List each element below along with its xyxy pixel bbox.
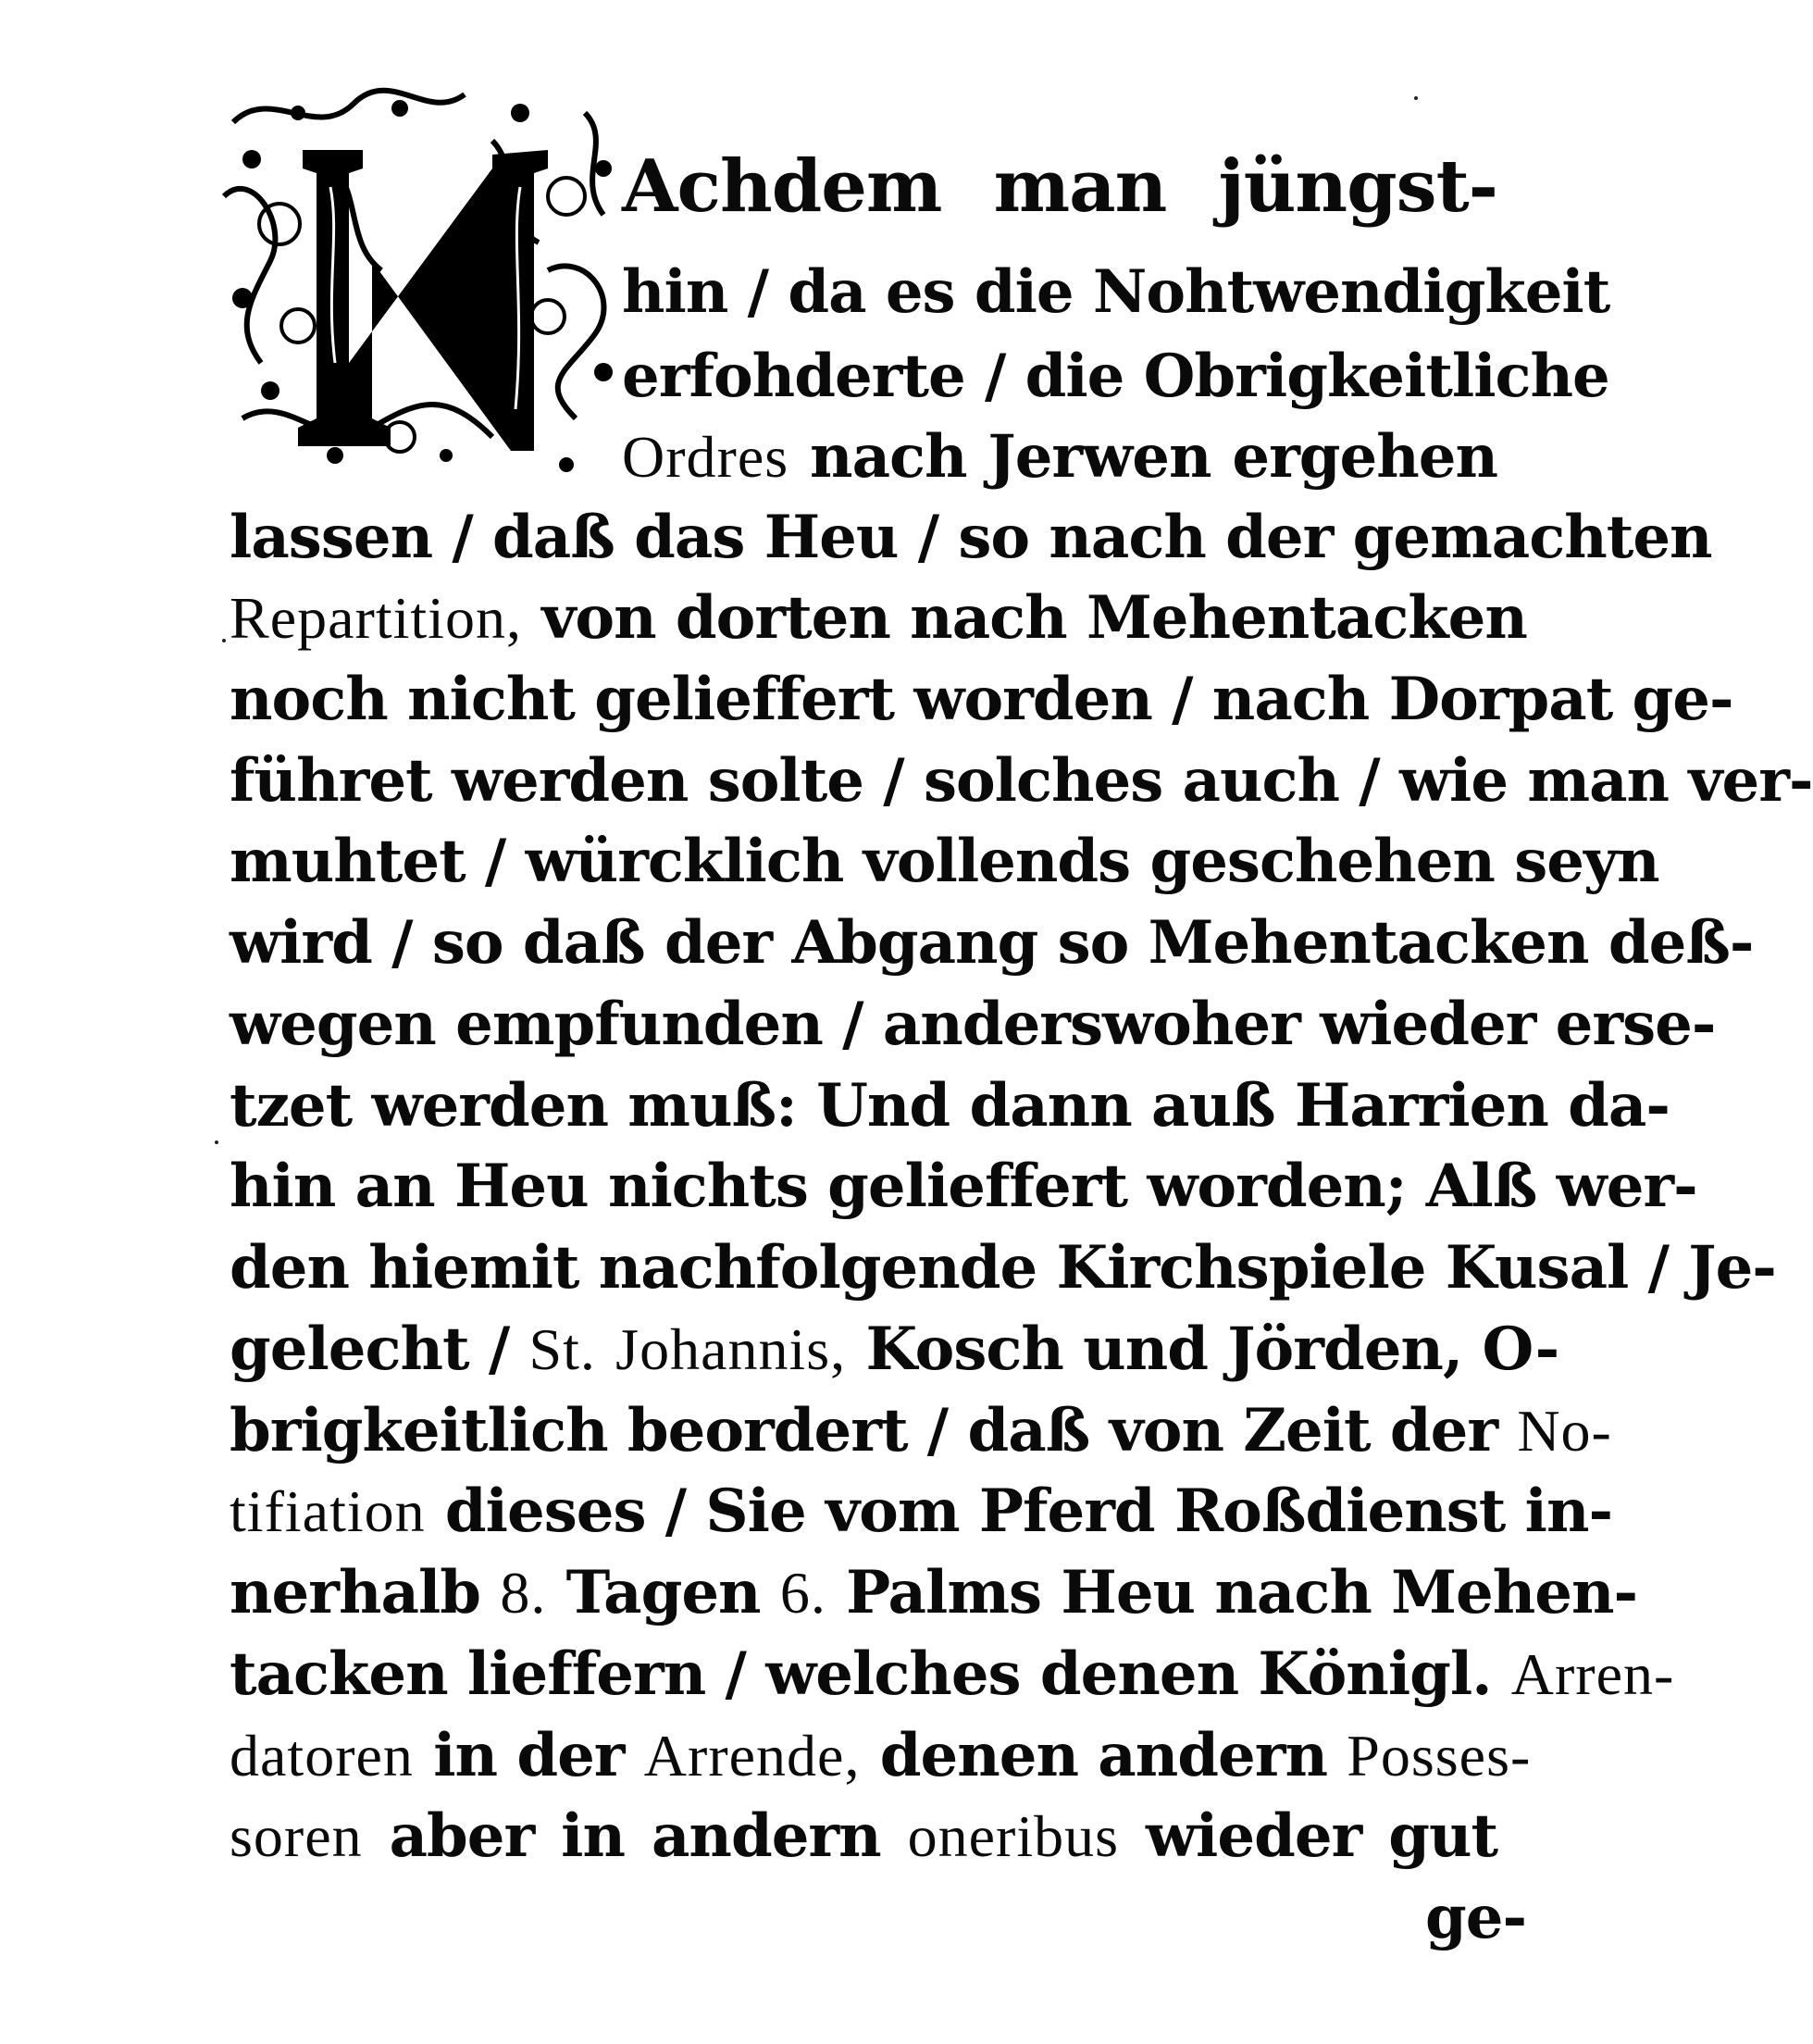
text-line: gelecht / St. Johannis, Kosch und Jörden, O-	[230, 1315, 1559, 1384]
text-line: hin an Heu nichts gelieffert worden; Alß wer-	[230, 1152, 1697, 1221]
text-line: brigkeitlich beordert / daß von Zeit der No-	[230, 1396, 1612, 1465]
text-line: soren aber in andern oneribus wieder gut	[230, 1801, 1498, 1871]
text-line: tzet werden muß: Und dann auß Harrien da-	[230, 1071, 1670, 1140]
text-line: tacken lieffern / welches denen Königl. Arren-	[230, 1639, 1675, 1709]
text-line: wegen empfunden / anderswoher wieder erse-	[230, 990, 1716, 1059]
speck	[1414, 96, 1418, 100]
text-line: erfohderte / die Obrigkeitliche	[622, 342, 1609, 411]
text-line: datoren in der Arrende, denen andern Posses-	[230, 1721, 1532, 1790]
text-line: lassen / daß das Heu / so nach der gemachten	[230, 503, 1712, 572]
text-line: tifiation dieses / Sie vom Pferd Roßdienst in-	[230, 1477, 1613, 1546]
text-line: noch nicht gelieffert worden / nach Dorpat ge-	[230, 665, 1733, 734]
text-line: muhtet / würcklich vollends geschehen seyn	[230, 827, 1659, 896]
text-line: den hiemit nachfolgende Kirchspiele Kusal / Je-	[230, 1233, 1776, 1302]
text-line: Ordres nach Jerwen ergehen	[622, 422, 1498, 492]
speck	[215, 1140, 218, 1144]
text-line: hin / da es die Nohtwendigkeit	[622, 257, 1610, 327]
speck	[222, 639, 226, 642]
text-line: wird / so daß der Abgang so Mehentacken deß-	[230, 908, 1754, 978]
ornate-initial-icon	[215, 85, 640, 483]
text-line: Repartition, von dorten nach Mehentacken	[230, 583, 1527, 653]
text-line: nerhalb 8. Tagen 6. Palms Heu nach Mehen-	[230, 1558, 1638, 1627]
text-line: Achdem man jüngst-	[622, 144, 1497, 229]
text-line: führet werden solte / solches auch / wie man ver-	[230, 746, 1813, 816]
text-line: ge-	[1425, 1883, 1527, 1952]
